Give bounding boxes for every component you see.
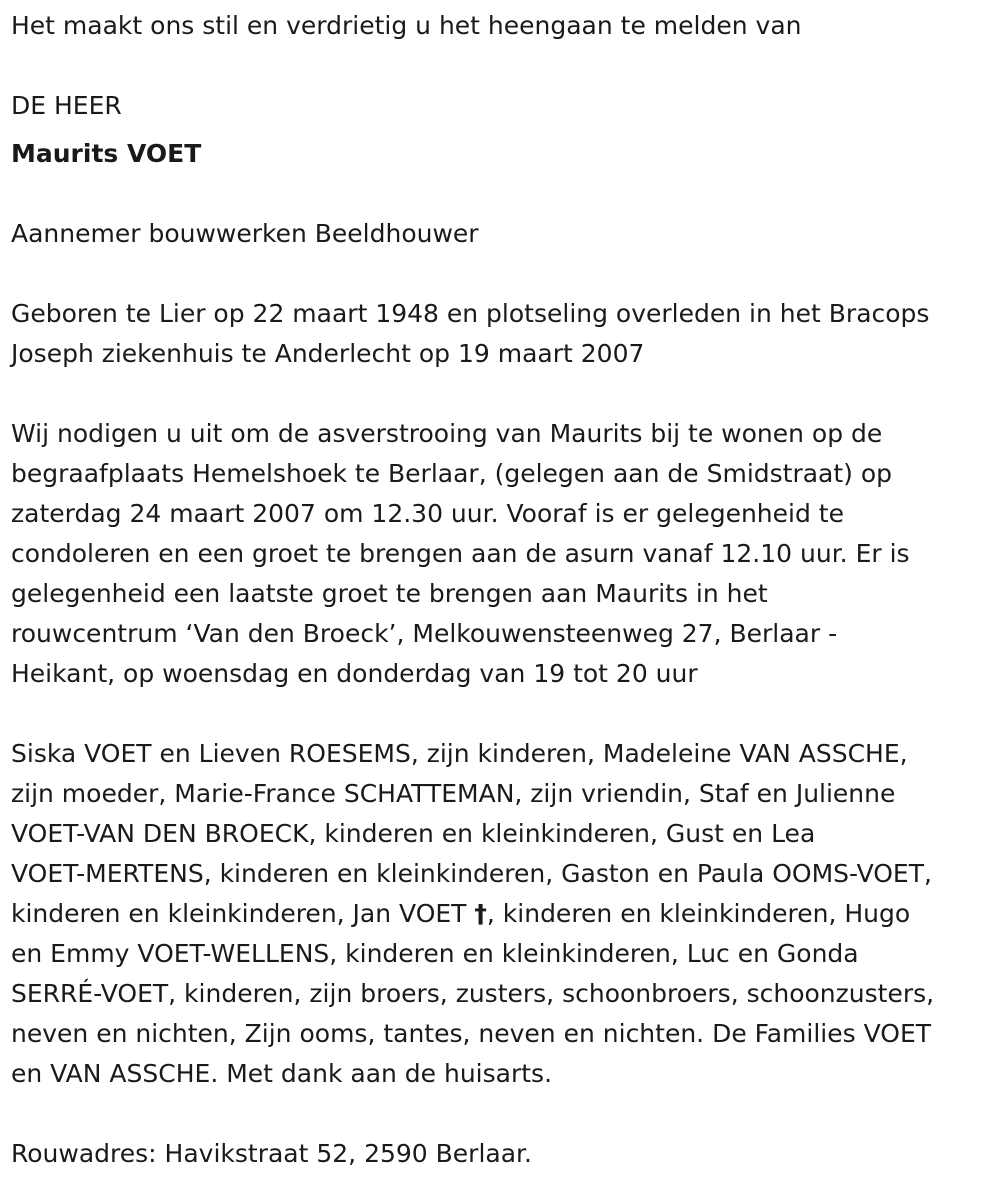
invitation-paragraph — [11, 414, 910, 694]
invitation-line: gelegenheid een laatste groet te brengen aan Maurits in het — [11, 579, 768, 608]
birth-line: Joseph ziekenhuis te Anderlecht op 19 maart 2007 — [11, 339, 645, 368]
family-line: VOET-VAN DEN BROECK, kinderen en kleinkinderen, Gust en Lea — [11, 819, 816, 848]
family-line: en Emmy VOET-WELLENS, kinderen en kleinkinderen, Luc en Gonda — [11, 939, 859, 968]
invitation-line: rouwcentrum ‘Van den Broeck’, Melkouwensteenweg 27, Berlaar - — [11, 619, 838, 648]
family-line: en VAN ASSCHE. Met dank aan de huisarts. — [11, 1059, 553, 1088]
family-line: Siska VOET en Lieven ROESEMS, zijn kinderen, Madeleine VAN ASSCHE, — [11, 739, 908, 768]
family-line: zijn moeder, Marie-France SCHATTEMAN, zijn vriendin, Staf en Julienne — [11, 779, 896, 808]
family-line: SERRÉ-VOET, kinderen, zijn broers, zusters, schoonbroers, schoonzusters, — [11, 979, 935, 1008]
family-line-with-cross — [11, 894, 934, 934]
mourning-address: Rouwadres: Havikstraat 52, 2590 Berlaar. — [11, 1139, 532, 1168]
honorific-title: DE HEER — [11, 91, 122, 120]
birth-death-paragraph — [11, 294, 929, 374]
invitation-line: zaterdag 24 maart 2007 om 12.30 uur. Vooraf is er gelegenheid te — [11, 499, 844, 528]
occupation-text: Aannemer bouwwerken Beeldhouwer — [11, 219, 479, 248]
invitation-line: Heikant, op woensdag en donderdag van 19 tot 20 uur — [11, 659, 698, 688]
invitation-line: begraafplaats Hemelshoek te Berlaar, (gelegen aan de Smidstraat) op — [11, 459, 893, 488]
intro-text: Het maakt ons stil en verdrietig u het heengaan te melden van — [11, 11, 802, 40]
deceased-name: Maurits VOET — [11, 139, 202, 168]
invitation-line: Wij nodigen u uit om de asverstrooing van Maurits bij te wonen op de — [11, 419, 883, 448]
family-line: VOET-MERTENS, kinderen en kleinkinderen, Gaston en Paula OOMS-VOET, — [11, 859, 932, 888]
family-line-start: kinderen en kleinkinderen, Jan VOET — [11, 899, 467, 928]
cross-icon: † — [474, 899, 487, 928]
birth-line: Geboren te Lier op 22 maart 1948 en plotseling overleden in het Bracops — [11, 299, 930, 328]
family-paragraph — [11, 734, 934, 1094]
family-line-end: , kinderen en kleinkinderen, Hugo — [486, 899, 911, 928]
family-line: neven en nichten, Zijn ooms, tantes, neven en nichten. De Families VOET — [11, 1019, 932, 1048]
invitation-line: condoleren en een groet te brengen aan de asurn vanaf 12.10 uur. Er is — [11, 539, 910, 568]
